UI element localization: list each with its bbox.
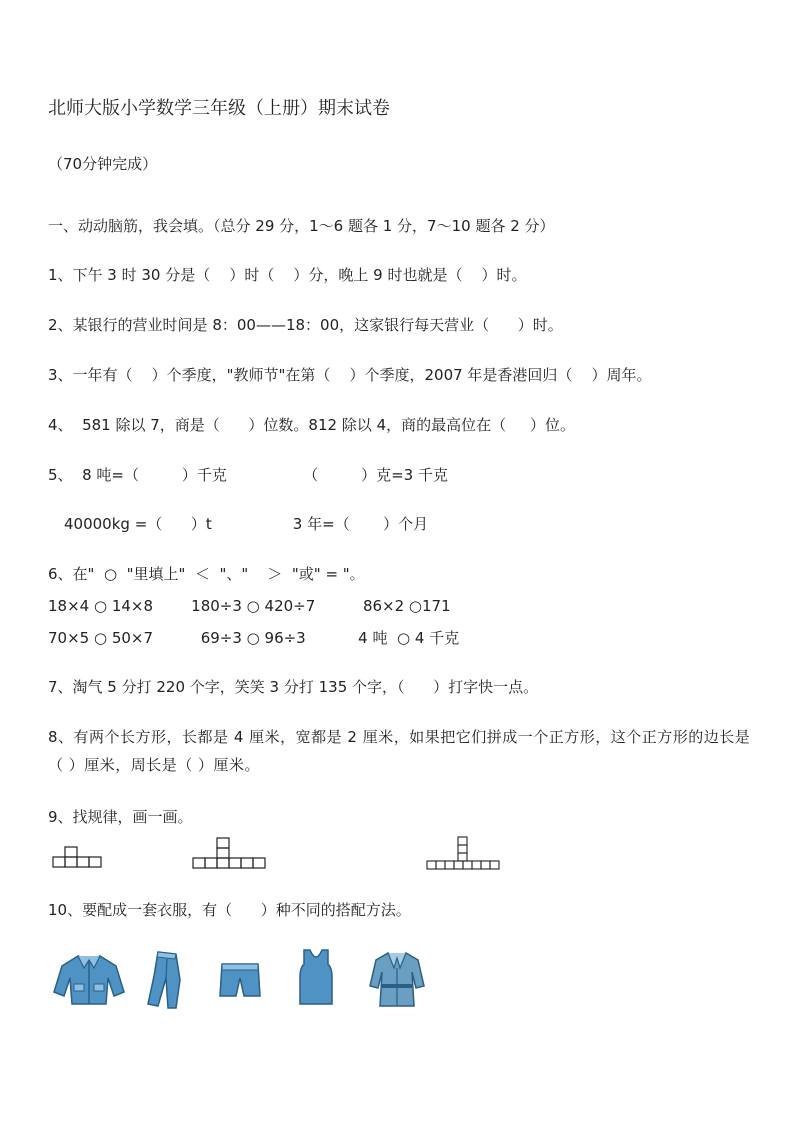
coat-icon	[368, 950, 426, 1008]
question-5-line-2: 40000kg =（ ）t 3 年=（ ）个月	[64, 515, 429, 533]
question-6: 6、在" ○ "里填上" ＜ "、" ＞ "或" = "。	[48, 565, 365, 583]
pattern-figure-1	[52, 846, 104, 868]
question-1: 1、下午 3 时 30 分是（ ）时（ ）分，晚上 9 时也就是（ ）时。	[48, 266, 527, 284]
question-10: 10、要配成一套衣服，有（ ）种不同的搭配方法。	[48, 901, 411, 919]
question-8: 8、有两个长方形，长都是 4 厘米，宽都是 2 厘米，如果把它们拼成一个正方形，这个正方形的边长是（ ）厘米，周长是（ ）厘米。	[48, 728, 751, 774]
question-6-row-2: 70×5 ○ 50×7 69÷3 ○ 96÷3 4 吨 ○ 4 千克	[48, 629, 460, 647]
shorts-icon	[218, 960, 262, 1000]
question-5-line-1: 5、 8 吨=（ ）千克 （ ）克=3 千克	[48, 466, 448, 484]
question-7: 7、淘气 5 分打 220 个字，笑笑 3 分打 135 个字，（ ）打字快一点。	[48, 678, 539, 696]
time-note: （70分钟完成）	[48, 155, 158, 173]
jacket-icon	[52, 952, 126, 1008]
question-3: 3、一年有（ ）个季度，"教师节"在第（ ）个季度，2007 年是香港回归（ ）周年。	[48, 366, 652, 384]
pattern-figure-2	[192, 835, 266, 869]
vest-icon	[298, 948, 334, 1006]
pattern-figure-3	[426, 834, 500, 870]
question-6-row-1: 18×4 ○ 14×8 180÷3 ○ 420÷7 86×2 ○171	[48, 597, 451, 615]
question-9: 9、找规律，画一画。	[48, 808, 193, 826]
trousers-icon	[144, 950, 184, 1010]
page-title: 北师大版小学数学三年级（上册）期末试卷	[48, 98, 390, 119]
question-4: 4、 581 除以 7，商是（ ）位数。812 除以 4，商的最高位在（ ）位。	[48, 416, 575, 434]
question-2: 2、某银行的营业时间是 8：00——18：00，这家银行每天营业（ ）时。	[48, 316, 563, 334]
section-1-heading: 一、动动脑筋，我会填。（总分 29 分，1～6 题各 1 分，7～10 题各 2 分）	[48, 217, 555, 235]
